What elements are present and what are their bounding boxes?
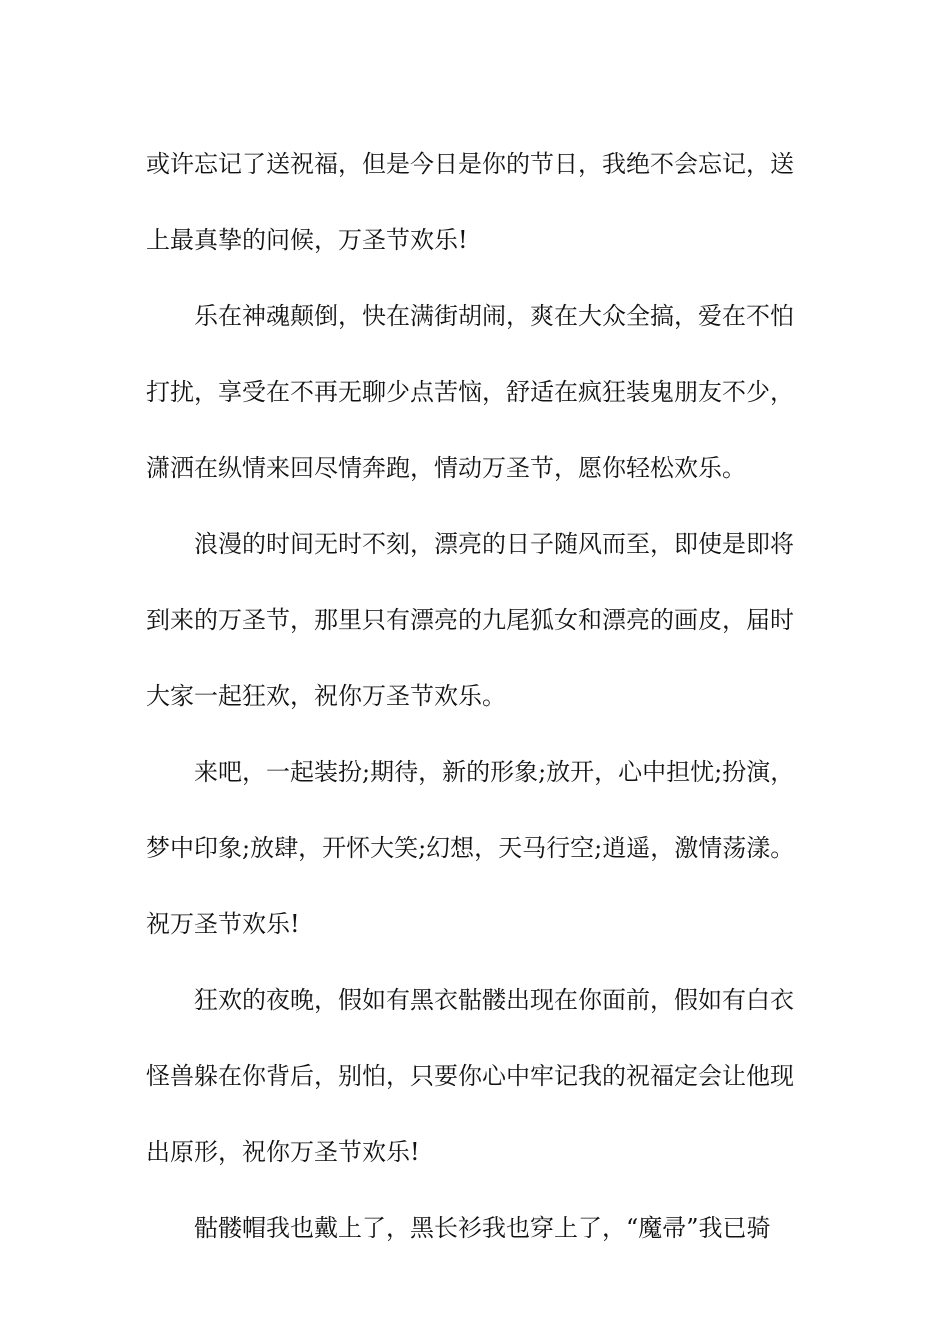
- text-line: 梦中印象;放肆，开怀大笑;幻想，天马行空;逍遥，激情荡漾。: [146, 834, 795, 862]
- text-line: 或许忘记了送祝福，但是今日是你的节日，我绝不会忘记，送: [146, 150, 794, 178]
- paragraph-start-line: 骷髅帽我也戴上了，黑长衫我也穿上了，“魔帚”我已骑: [194, 1214, 771, 1242]
- text-column: [146, 126, 810, 1266]
- text-line: 打扰，享受在不再无聊少点苦恼，舒适在疯狂装鬼朋友不少，: [146, 378, 794, 406]
- text-line: 出原形，祝你万圣节欢乐!: [146, 1138, 420, 1166]
- text-line: 上最真挚的问候，万圣节欢乐!: [146, 226, 468, 254]
- paragraph-start-line: 来吧，一起装扮;期待，新的形象;放开，心中担忧;扮演，: [194, 758, 795, 786]
- paragraph-start-line: 狂欢的夜晚，假如有黑衣骷髅出现在你面前，假如有白衣: [194, 986, 794, 1014]
- text-line: 潇洒在纵情来回尽情奔跑，情动万圣节，愿你轻松欢乐。: [146, 454, 746, 482]
- text-line: 怪兽躲在你背后，别怕，只要你心中牢记我的祝福定会让他现: [146, 1062, 794, 1090]
- paragraph-start-line: 乐在神魂颠倒，快在满街胡闹，爽在大众全搞，爱在不怕: [194, 302, 794, 330]
- paragraph-start-line: 浪漫的时间无时不刻，漂亮的日子随风而至，即使是即将: [194, 530, 794, 558]
- text-line: 到来的万圣节，那里只有漂亮的九尾狐女和漂亮的画皮，届时: [146, 606, 794, 634]
- text-line: 祝万圣节欢乐!: [146, 910, 300, 938]
- text-line: 大家一起狂欢，祝你万圣节欢乐。: [146, 682, 506, 710]
